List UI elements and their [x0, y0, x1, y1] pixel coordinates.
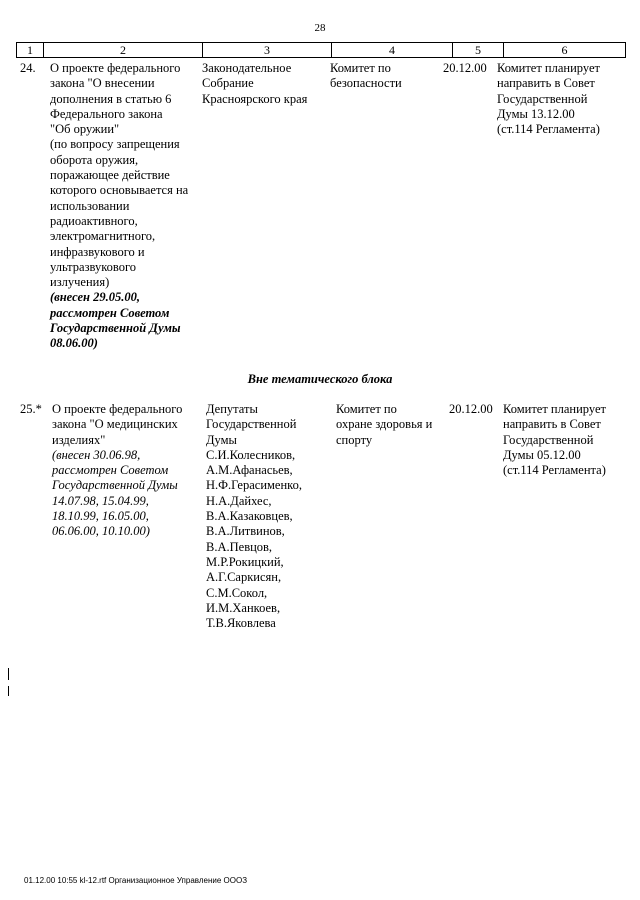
text-line: А.Г.Саркисян, — [206, 570, 282, 585]
text-line: Государственной Думы — [50, 321, 181, 336]
text-line: поражающее действие — [50, 168, 170, 183]
text-line: (внесен 29.05.00, — [50, 290, 140, 305]
text-line: В.А.Литвинов, — [206, 524, 285, 539]
text-line: Законодательное — [202, 61, 292, 75]
column-header-3: 3 — [203, 43, 332, 58]
text-line: Думы — [206, 432, 237, 447]
text-line: Федерального закона — [50, 106, 163, 121]
row-number: 25.* — [20, 402, 42, 416]
text-line: Комитет по — [330, 61, 391, 75]
text-line: Государственной — [497, 91, 588, 106]
text-line: О проекте федерального — [52, 402, 183, 416]
text-line: Государственной Думы — [52, 478, 178, 493]
text-line: Н.Ф.Герасименко, — [206, 478, 302, 493]
text-line: 08.06.00) — [50, 336, 98, 351]
text-line: направить в Совет — [497, 76, 595, 91]
column-header-6: 6 — [504, 43, 626, 58]
text-line: С.И.Колесников, — [206, 447, 296, 462]
page-number: 28 — [314, 22, 326, 34]
date: 20.12.00 — [449, 402, 493, 416]
plan — [503, 402, 606, 478]
bill-title — [52, 402, 182, 540]
text-line: И.М.Ханкоев, — [206, 600, 281, 615]
text-line: охране здоровья и — [336, 417, 433, 432]
text-line: безопасности — [330, 76, 402, 91]
text-line: (внесен 30.06.98, — [52, 447, 141, 462]
text-line: (ст.114 Регламента) — [503, 463, 606, 478]
text-line: Т.В.Яковлева — [206, 616, 276, 631]
text-line: Думы 05.12.00 — [503, 447, 581, 462]
text-line: Комитет планирует — [503, 402, 606, 416]
text-line: Государственной — [206, 417, 297, 432]
text-line: Красноярского края — [202, 91, 308, 106]
margin-mark — [8, 668, 9, 680]
text-line: закона "О медицинских — [52, 417, 178, 432]
text-line: Государственной — [503, 432, 594, 447]
text-line: (по вопросу запрещения — [50, 137, 180, 152]
text-line: М.Р.Рокицкий, — [206, 554, 284, 569]
section-heading: Вне тематического блока — [247, 372, 393, 386]
text-line: рассмотрен Советом — [50, 305, 170, 320]
text-line: В.А.Певцов, — [206, 539, 273, 554]
text-line: электромагнитного, — [50, 229, 156, 244]
initiator — [202, 61, 307, 107]
text-line: 18.10.99, 16.05.00, — [52, 509, 149, 524]
column-header-5: 5 — [453, 43, 504, 58]
text-line: инфразвукового и — [50, 244, 145, 259]
text-line: Комитет по — [336, 402, 397, 416]
text-line: О проекте федерального — [50, 61, 181, 75]
initiator — [206, 402, 302, 631]
text-line: Депутаты — [206, 402, 258, 416]
text-line: которого основывается на — [50, 183, 189, 198]
text-line: С.М.Сокол, — [206, 585, 268, 600]
text-line: В.А.Казаковцев, — [206, 509, 293, 524]
text-line: использовании — [50, 198, 130, 213]
text-line: закона "О внесении — [50, 76, 155, 91]
bill-note — [52, 448, 182, 540]
text-line: изделиях" — [52, 432, 106, 447]
committee — [336, 402, 432, 448]
column-header-row — [16, 42, 626, 58]
column-header-1: 1 — [17, 43, 44, 58]
margin-mark — [8, 686, 9, 696]
bill-title — [50, 61, 188, 352]
column-header-4: 4 — [332, 43, 453, 58]
text-line: 06.06.00, 10.10.00) — [52, 524, 150, 539]
text-line: ультразвукового — [50, 259, 137, 274]
text-line: 14.07.98, 15.04.99, — [52, 493, 149, 508]
text-line: Комитет планирует — [497, 61, 600, 75]
text-line: спорту — [336, 432, 373, 447]
footer-text: 01.12.00 10:55 kl-12.rtf Организационное Управление ОООЗ — [24, 876, 248, 885]
text-line: "Об оружии" — [50, 122, 120, 137]
text-line: Собрание — [202, 76, 254, 91]
text-line: Н.А.Дайхес, — [206, 493, 272, 508]
column-header-2: 2 — [44, 43, 203, 58]
row-number: 24. — [20, 61, 36, 75]
text-line: (ст.114 Регламента) — [497, 122, 600, 137]
date: 20.12.00 — [443, 61, 487, 75]
committee — [330, 61, 402, 92]
text-line: А.М.Афанасьев, — [206, 463, 293, 478]
text-line: Думы 13.12.00 — [497, 106, 575, 121]
text-line: оборота оружия, — [50, 152, 139, 167]
plan — [497, 61, 600, 137]
text-line: излучения) — [50, 275, 110, 290]
text-line: рассмотрен Советом — [52, 463, 169, 478]
text-line: направить в Совет — [503, 417, 601, 432]
text-line: радиоактивного, — [50, 213, 138, 228]
bill-note — [50, 290, 188, 351]
text-line: дополнения в статью 6 — [50, 91, 172, 106]
